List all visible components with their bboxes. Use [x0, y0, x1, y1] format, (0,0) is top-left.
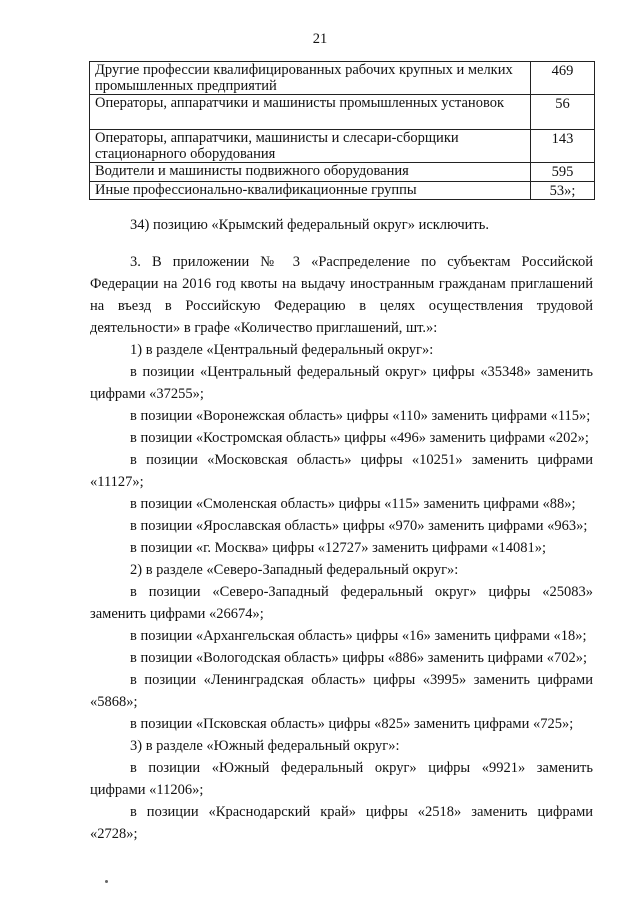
- quota-value: 56: [531, 95, 595, 130]
- amendment-paragraph: в позиции «Краснодарский край» цифры «2518» заменить цифрами «2728»;: [90, 804, 593, 842]
- amendment-paragraph: в позиции «Архангельская область» цифры «16» заменить цифрами «18»;: [130, 628, 587, 644]
- amendment-paragraph: в позиции «Московская область» цифры «10251» заменить цифрами «11127»;: [90, 452, 593, 490]
- amendment-paragraph: в позиции «Костромская область» цифры «496» заменить цифрами «202»;: [130, 430, 589, 446]
- quota-value: 143: [531, 130, 595, 163]
- section-3-intro: 3. В приложении № 3 «Распределение по субъектам Российской Федерации на 2016 год квоты на выдачу иностранным гражданам приглашений на въезд в Российскую Федерацию в целях осуществления трудовой деятельности» в графе «Количество приглашений, шт.»:: [90, 254, 593, 336]
- subsection-heading: 1) в разделе «Центральный федеральный округ»:: [130, 342, 434, 358]
- subsection-heading: 2) в разделе «Северо-Западный федеральный округ»:: [130, 562, 459, 578]
- amendment-paragraph: в позиции «Ярославская область» цифры «970» заменить цифрами «963»;: [130, 518, 588, 534]
- profession-label: Другие профессии квалифицированных рабочих крупных и мелких промышленных предприятий: [90, 62, 531, 95]
- document-body: [90, 214, 593, 845]
- amendment-paragraph: в позиции «г. Москва» цифры «12727» заменить цифрами «14081»;: [130, 540, 546, 556]
- profession-label: Водители и машинисты подвижного оборудования: [90, 163, 531, 182]
- amendment-paragraph: в позиции «Ленинградская область» цифры «3995» заменить цифрами «5868»;: [90, 672, 593, 710]
- table-row: [90, 62, 595, 95]
- amendment-paragraph: в позиции «Вологодская область» цифры «886» заменить цифрами «702»;: [130, 650, 588, 666]
- table-row: [90, 163, 595, 182]
- quota-value: 53»;: [531, 182, 595, 200]
- quota-table: [89, 61, 595, 200]
- profession-label: Операторы, аппаратчики и машинисты промышленных установок: [90, 95, 531, 130]
- amendment-paragraph: в позиции «Псковская область» цифры «825» заменить цифрами «725»;: [130, 716, 574, 732]
- amendment-paragraph: в позиции «Центральный федеральный округ» цифры «35348» заменить цифрами «37255»;: [90, 364, 593, 402]
- subsection-heading: 3) в разделе «Южный федеральный округ»:: [130, 738, 400, 754]
- amendment-paragraph: в позиции «Воронежская область» цифры «110» заменить цифрами «115»;: [130, 408, 591, 424]
- amendment-paragraph: в позиции «Южный федеральный округ» цифры «9921» заменить цифрами «11206»;: [90, 760, 593, 798]
- scan-speck: [105, 880, 108, 883]
- table-row: [90, 130, 595, 163]
- page-number: 21: [312, 31, 328, 47]
- item-34-paragraph: 34) позицию «Крымский федеральный округ» исключить.: [130, 217, 489, 233]
- profession-label: Иные профессионально-квалификационные группы: [90, 182, 531, 200]
- quota-value: 469: [531, 62, 595, 95]
- profession-label: Операторы, аппаратчики, машинисты и слесари-сборщики стационарного оборудования: [90, 130, 531, 163]
- table-row: [90, 95, 595, 130]
- amendment-paragraph: в позиции «Смоленская область» цифры «115» заменить цифрами «88»;: [130, 496, 576, 512]
- table-row: [90, 182, 595, 200]
- amendment-paragraph: в позиции «Северо-Западный федеральный округ» цифры «25083» заменить цифрами «26674»;: [90, 584, 593, 622]
- quota-value: 595: [531, 163, 595, 182]
